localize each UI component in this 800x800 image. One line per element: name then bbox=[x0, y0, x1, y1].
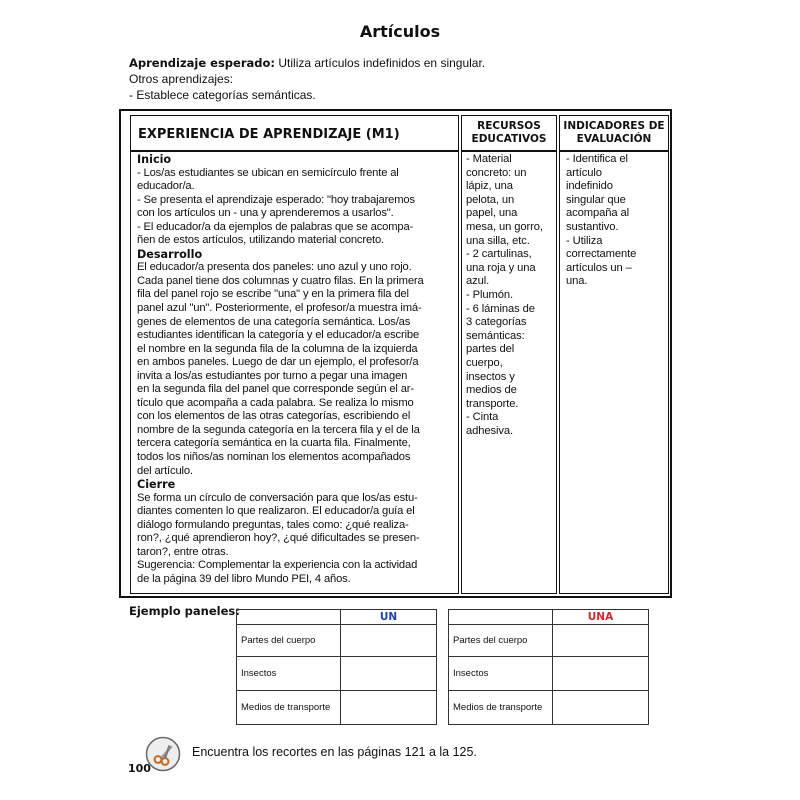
expected-label: Aprendizaje esperado: bbox=[129, 56, 276, 70]
text-line: estudiantes identifican la categoría y el educador/a escribe bbox=[137, 329, 420, 342]
indicator-line: artículos un – bbox=[566, 261, 632, 274]
text-line: Cada panel tiene dos columnas y cuatro filas. En la primera bbox=[137, 274, 424, 287]
resource-line: concreto: un bbox=[466, 166, 527, 179]
text-line: tercera categoría semántica en la cuarta fila. Finalmente, bbox=[137, 437, 411, 450]
panel-row-label: Medios de transporte bbox=[449, 691, 553, 725]
panel-cell bbox=[341, 691, 437, 725]
indicator-line: - Utiliza bbox=[566, 234, 603, 247]
indicator-line: acompaña al bbox=[566, 207, 629, 220]
example-panels-label: Ejemplo paneles: bbox=[129, 604, 240, 618]
text-line: - Se presenta el aprendizaje esperado: "hoy trabajaremos bbox=[137, 193, 415, 206]
resources-column bbox=[461, 151, 557, 594]
section-heading: Cierre bbox=[137, 478, 176, 492]
header-resources bbox=[461, 115, 557, 151]
text-line: Se forma un círculo de conversación para que los/as estu- bbox=[137, 491, 418, 504]
panel-cell bbox=[553, 657, 649, 691]
panel-row-label: Insectos bbox=[449, 657, 553, 691]
text-line: genes de elementos de una categoría semántica. Los/as bbox=[137, 315, 411, 328]
panel-una-header: UNA bbox=[553, 610, 649, 625]
resource-line: mesa, un gorro, bbox=[466, 220, 543, 233]
resource-line: una roja y una bbox=[466, 261, 536, 274]
panel-una bbox=[448, 609, 649, 725]
text-line: de la página 39 del libro Mundo PEI, 4 años. bbox=[137, 572, 351, 585]
panel-cell bbox=[553, 625, 649, 657]
text-line: taron?, entre otras. bbox=[137, 545, 229, 558]
resource-line: una silla, etc. bbox=[466, 234, 530, 247]
indicator-line: una. bbox=[566, 275, 588, 288]
indicator-line: correctamente bbox=[566, 248, 637, 261]
learning-intro bbox=[129, 55, 485, 103]
panel-row-label: Partes del cuerpo bbox=[237, 625, 341, 657]
text-line: diantes comenten lo que realizaron. El educador/a guía el bbox=[137, 505, 415, 518]
text-line: del artículo. bbox=[137, 464, 193, 477]
experience-column bbox=[130, 151, 459, 594]
panel-cell bbox=[341, 625, 437, 657]
text-line: diálogo formulando preguntas, tales como: ¿qué realiza- bbox=[137, 518, 409, 531]
resource-line: transporte. bbox=[466, 397, 519, 410]
header-indicators-line: EVALUACIÓN bbox=[576, 133, 652, 145]
resource-line: semánticas: bbox=[466, 329, 525, 342]
text-line: Sugerencia: Complementar la experiencia con la actividad bbox=[137, 559, 418, 572]
resource-line: partes del bbox=[466, 343, 515, 356]
scissors-icon bbox=[145, 736, 181, 772]
text-line: en la segunda fila del panel que corresponde según el ar- bbox=[137, 383, 414, 396]
text-line: - El educador/a da ejemplos de palabras que se acompa- bbox=[137, 220, 414, 233]
panel-row-label: Partes del cuerpo bbox=[449, 625, 553, 657]
expected-text: Utiliza artículos indefinidos en singular. bbox=[278, 56, 486, 70]
resource-line: cuerpo, bbox=[466, 356, 503, 369]
resource-line: 3 categorías bbox=[466, 316, 527, 329]
resource-line: papel, una bbox=[466, 207, 518, 220]
section-heading: Inicio bbox=[137, 153, 172, 166]
panel-un-header: UN bbox=[341, 610, 437, 625]
header-indicators bbox=[559, 115, 669, 151]
indicator-line: - Identifica el bbox=[566, 153, 628, 165]
indicator-line: indefinido bbox=[566, 180, 613, 193]
resource-line: adhesiva. bbox=[466, 424, 513, 437]
text-line: educador/a. bbox=[137, 180, 195, 193]
resource-line: - Cinta bbox=[466, 411, 499, 424]
resource-line: azul. bbox=[466, 275, 490, 288]
header-indicators-line: INDICADORES DE bbox=[563, 120, 665, 132]
indicator-line: artículo bbox=[566, 166, 602, 179]
text-line: ñen de estos artículos, utilizando material concreto. bbox=[137, 234, 385, 247]
text-line: panel azul "un". Posteriormente, el profesor/a muestra imá- bbox=[137, 302, 422, 315]
expected-learning bbox=[129, 55, 485, 71]
resource-line: insectos y bbox=[466, 370, 515, 383]
text-line: todos los niños/as nominan los elementos acompañados bbox=[137, 451, 411, 464]
text-line: invita a los/as estudiantes por turno a pegar una imagen bbox=[137, 369, 408, 382]
other-learning-label: Otros aprendizajes: bbox=[129, 72, 234, 86]
header-resources-line: EDUCATIVOS bbox=[471, 133, 547, 145]
text-line: con los artículos un - una y aprenderemos a usarlos". bbox=[137, 207, 394, 220]
text-line: con los elementos de las otras categorías, escribiendo el bbox=[137, 410, 411, 423]
panel-cell bbox=[553, 691, 649, 725]
header-resources-line: RECURSOS bbox=[477, 120, 541, 132]
resource-line: - 6 láminas de bbox=[466, 302, 535, 315]
panel-cell bbox=[341, 657, 437, 691]
resource-line: medios de bbox=[466, 384, 517, 397]
section-heading: Desarrollo bbox=[137, 247, 203, 261]
text-line: El educador/a presenta dos paneles: uno azul y uno rojo. bbox=[137, 261, 412, 274]
text-line: ron?, ¿qué aprendieron hoy?, ¿qué dificultades se presen- bbox=[137, 532, 420, 545]
panel-row-label: Medios de transporte bbox=[237, 691, 341, 725]
text-line: - Los/as estudiantes se ubican en semicírculo frente al bbox=[137, 166, 399, 179]
resource-line: - Material bbox=[466, 153, 512, 165]
indicator-line: singular que bbox=[566, 193, 626, 206]
resource-line: - 2 cartulinas, bbox=[466, 248, 532, 261]
other-learning-item: - Establece categorías semánticas. bbox=[129, 88, 316, 102]
text-line: nombre de la segunda categoría en la tercera fila y el de la bbox=[137, 423, 420, 436]
resource-line: lápiz, una bbox=[466, 180, 513, 193]
header-experience: EXPERIENCIA DE APRENDIZAJE (M1) bbox=[130, 115, 459, 151]
cutouts-note: Encuentra los recortes en las páginas 121 a la 125. bbox=[192, 745, 477, 759]
page-number: 100 bbox=[128, 762, 151, 775]
text-line: fila del panel rojo se escribe "una" y en la primera fila del bbox=[137, 288, 409, 301]
text-line: en ambos paneles. Luego de dar un ejemplo, el profesor/a bbox=[137, 356, 419, 369]
resource-line: - Plumón. bbox=[466, 288, 513, 301]
text-line: tículo que acompaña a cada palabra. Se realiza lo mismo bbox=[137, 396, 414, 409]
panel-un bbox=[236, 609, 437, 725]
page-title: Artículos bbox=[359, 22, 441, 41]
resource-line: pelota, un bbox=[466, 193, 515, 206]
indicators-column bbox=[559, 151, 669, 594]
text-line: el nombre en la segunda fila de la columna de la izquierda bbox=[137, 342, 418, 355]
indicator-line: sustantivo. bbox=[566, 220, 619, 233]
panel-row-label: Insectos bbox=[237, 657, 341, 691]
